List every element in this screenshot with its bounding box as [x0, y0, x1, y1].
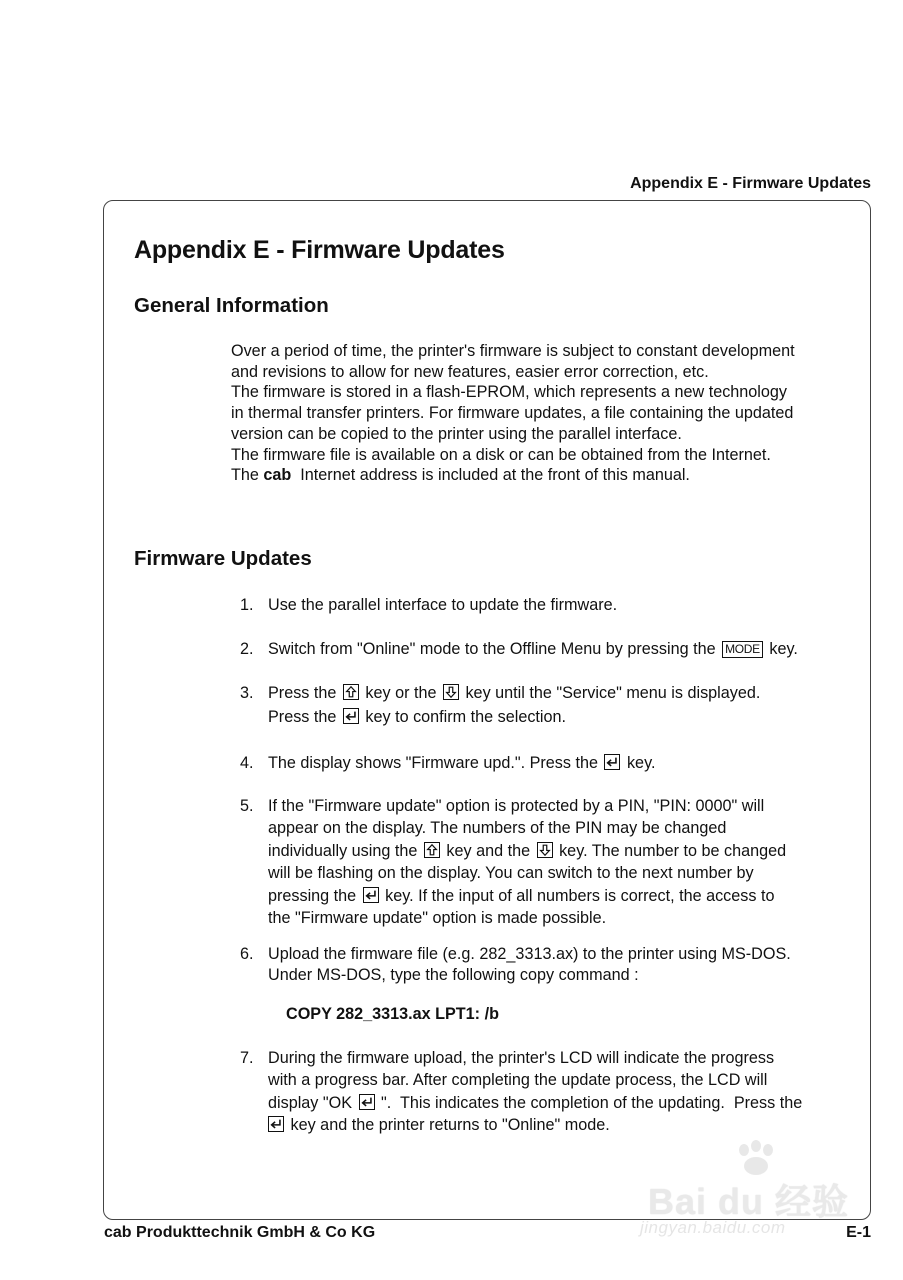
step-text: Switch from "Online" mode to the Offline Menu by pressing the MODE key. [268, 640, 798, 658]
step-text: If the "Firmware update" option is protected by a PIN, "PIN: 0000" will [268, 797, 765, 815]
section-heading-general: General Information [134, 294, 329, 317]
step-number: 7. [240, 1049, 254, 1067]
enter-key-icon [604, 754, 620, 770]
step-text: During the firmware upload, the printer's LCD will indicate the progress [268, 1049, 775, 1067]
paw-logo-icon [728, 1140, 784, 1176]
step-text: display "OK ". This indicates the completion of the updating. Press the [268, 1093, 803, 1112]
page-number: E-1 [846, 1224, 871, 1241]
arrow-up-key-icon [424, 842, 440, 858]
step-number: 5. [240, 797, 254, 815]
intro-line: The firmware is stored in a flash-EPROM, which represents a new technology [231, 383, 788, 402]
step-text: Under MS-DOS, type the following copy command : [268, 966, 639, 984]
mode-key: MODE [722, 641, 763, 658]
watermark-brand: Bai du 经验 [648, 1181, 850, 1222]
baidu-jingyan-watermark [640, 1140, 860, 1240]
step-text: The display shows "Firmware upd.". Press the key. [268, 754, 656, 772]
step-text: appear on the display. The numbers of the PIN may be changed [268, 819, 727, 838]
enter-key-icon [359, 1094, 375, 1110]
step-text: pressing the key. If the input of all numbers is correct, the access to [268, 886, 775, 905]
step-text: key and the printer returns to "Online" mode. [268, 1114, 848, 1136]
intro-line: in thermal transfer printers. For firmware updates, a file containing the updated [231, 404, 794, 423]
step-text: Press the key to confirm the selection. [268, 708, 567, 726]
step-text: the "Firmware update" option is made possible. [268, 909, 607, 928]
step-text: Upload the firmware file (e.g. 282_3313.ax) to the printer using MS-DOS. [268, 945, 791, 963]
watermark-url: jingyan.baidu.com [640, 1218, 786, 1237]
intro-line: version can be copied to the printer using the parallel interface. [231, 424, 682, 443]
step-number: 4. [240, 754, 254, 772]
copy-command: COPY 282_3313.ax LPT1: /b [286, 1005, 499, 1023]
intro-line: Over a period of time, the printer's firmware is subject to constant development [231, 342, 795, 360]
step-number: 3. [240, 684, 254, 702]
enter-key-icon [363, 887, 379, 903]
step-text: Press the key or the key until the "Service" menu is displayed. [268, 684, 761, 702]
general-information-paragraph [231, 341, 851, 486]
step-text: will be flashing on the display. You can switch to the next number by [268, 864, 754, 883]
arrow-down-key-icon [537, 842, 553, 858]
footer-company: cab Produkttechnik GmbH & Co KG [104, 1224, 376, 1241]
enter-key-icon [343, 708, 359, 724]
step-number: 6. [240, 945, 254, 963]
running-header: Appendix E - Firmware Updates [630, 175, 871, 192]
intro-line: The firmware file is available on a disk or can be obtained from the Internet. [231, 445, 771, 464]
step-text: with a progress bar. After completing the update process, the LCD will [268, 1071, 768, 1090]
section-heading-updates: Firmware Updates [134, 547, 312, 570]
arrow-up-key-icon [343, 684, 359, 700]
enter-key-icon [268, 1116, 284, 1132]
intro-line: and revisions to allow for new features, easier error correction, etc. [231, 362, 709, 381]
brand-name: cab [263, 466, 292, 485]
step-text: Use the parallel interface to update the firmware. [268, 596, 618, 614]
page-title: Appendix E - Firmware Updates [134, 236, 505, 264]
intro-line: The cab Internet address is included at the front of this manual. [231, 466, 690, 485]
arrow-down-key-icon [443, 684, 459, 700]
step-text: individually using the key and the key. The number to be changed [268, 841, 787, 860]
step-number: 1. [240, 596, 254, 614]
step-number: 2. [240, 640, 254, 658]
